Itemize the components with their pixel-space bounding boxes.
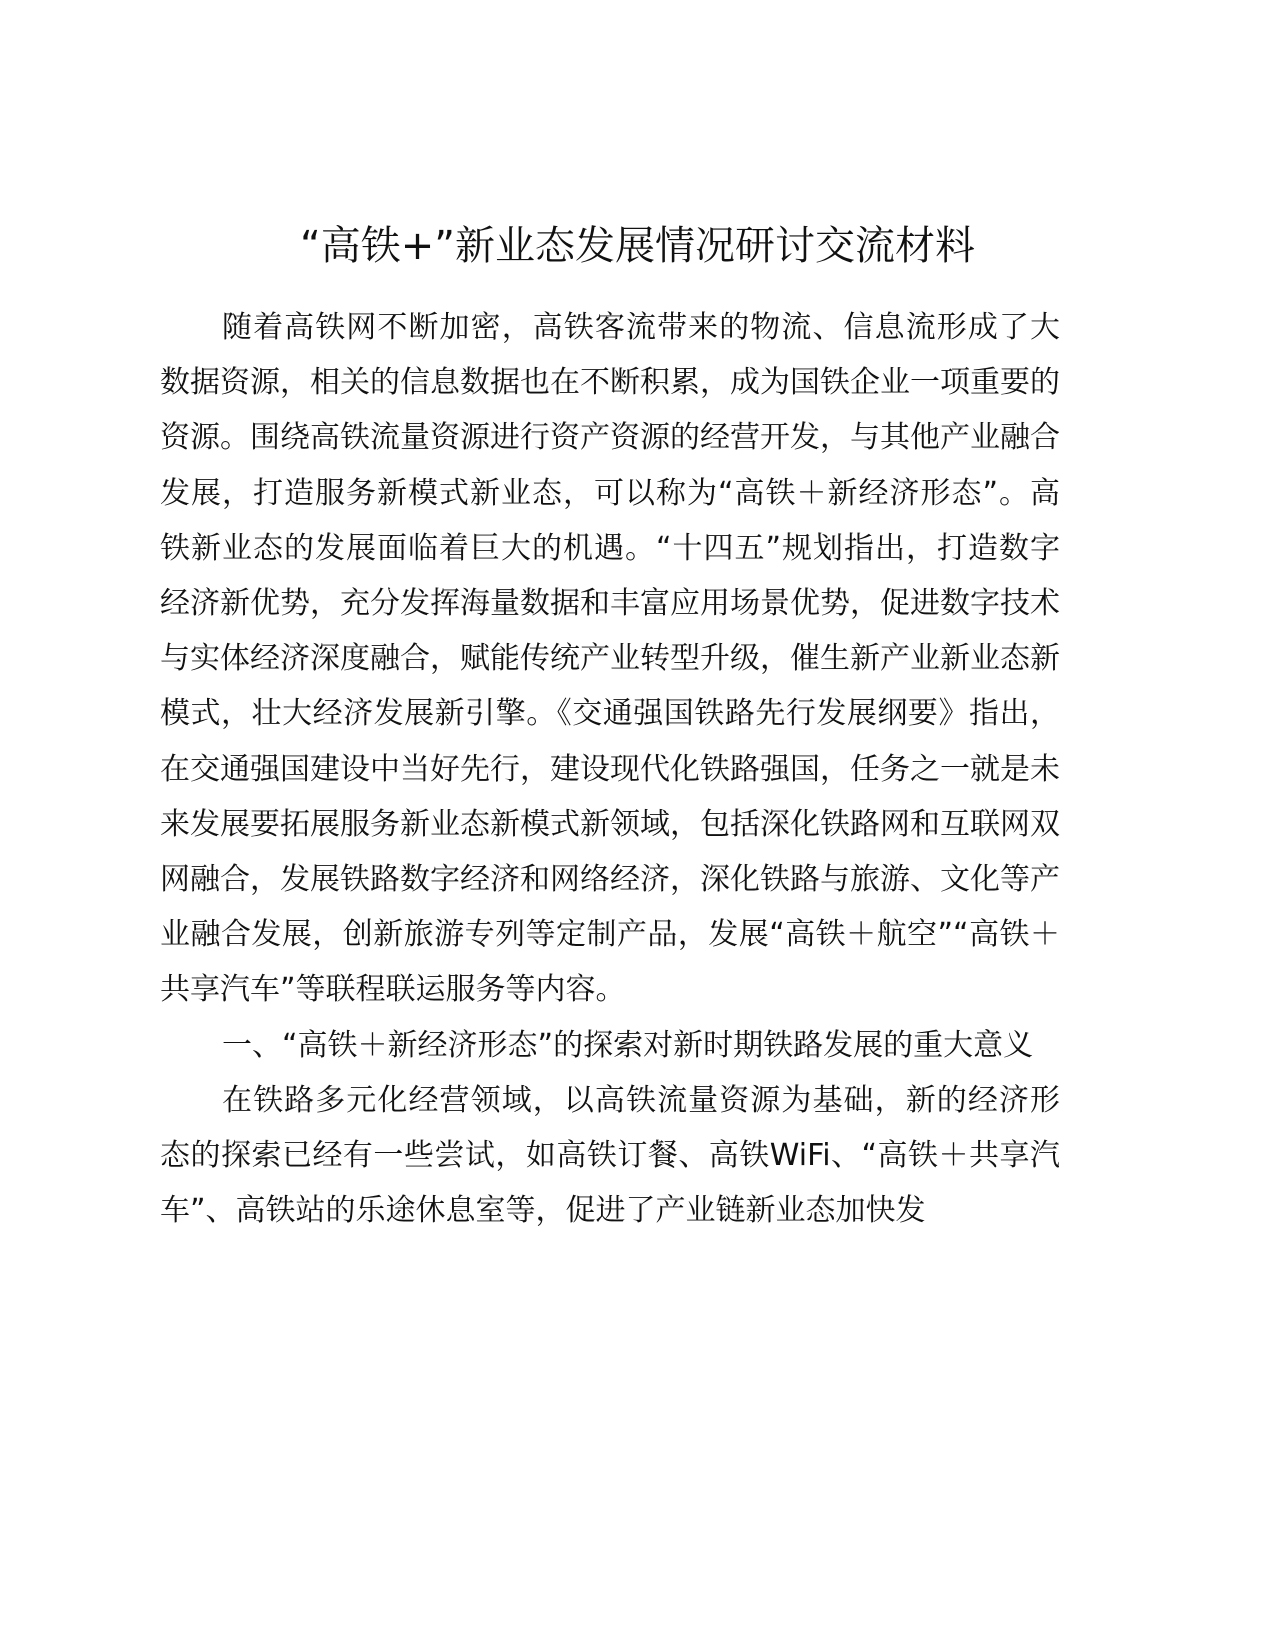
paragraph-intro: 随着高铁网不断加密，高铁客流带来的物流、信息流形成了大数据资源，相关的信息数据也在不断积累，成为国铁企业一项重要的资源。围绕高铁流量资源进行资产资源的经营开发，与其他产业融合发展，打造服务新模式新业态，可以称为“高铁＋新经济形态”。高铁新业态的发展面临着巨大的机遇。“十四五”规划指出，打造数字经济新优势，充分发挥海量数据和丰富应用场景优势，促进数字技术与实体经济深度融合，赋能传统产业转型升级，催生新产业新业态新模式，壮大经济发展新引擎。《交通强国铁路先行发展纲要》指出，在交通强国建设中当好先行，建设现代化铁路强国，任务之一就是未来发展要拓展服务新业态新模式新领域，包括深化铁路网和互联网双网融合，发展铁路数字经济和网络经济，深化铁路与旅游、文化等产业融合发展，创新旅游专列等定制产品，发展“高铁＋航空”“高铁＋共享汽车”等联程联运服务等内容。 bbox=[160, 310, 1060, 1008]
document-body bbox=[160, 300, 1060, 1238]
section-heading-1: 一、“高铁＋新经济形态”的探索对新时期铁路发展的重大意义 bbox=[222, 1027, 1034, 1063]
paragraph-section-1: 在铁路多元化经营领域，以高铁流量资源为基础，新的经济形态的探索已经有一些尝试，如高铁订餐、高铁WiFi、“高铁＋共享汽车”、高铁站的乐途休息室等，促进了产业链新业态加快发 bbox=[160, 1082, 1060, 1229]
document-title: “高铁+”新业态发展情况研讨交流材料 bbox=[300, 223, 975, 269]
